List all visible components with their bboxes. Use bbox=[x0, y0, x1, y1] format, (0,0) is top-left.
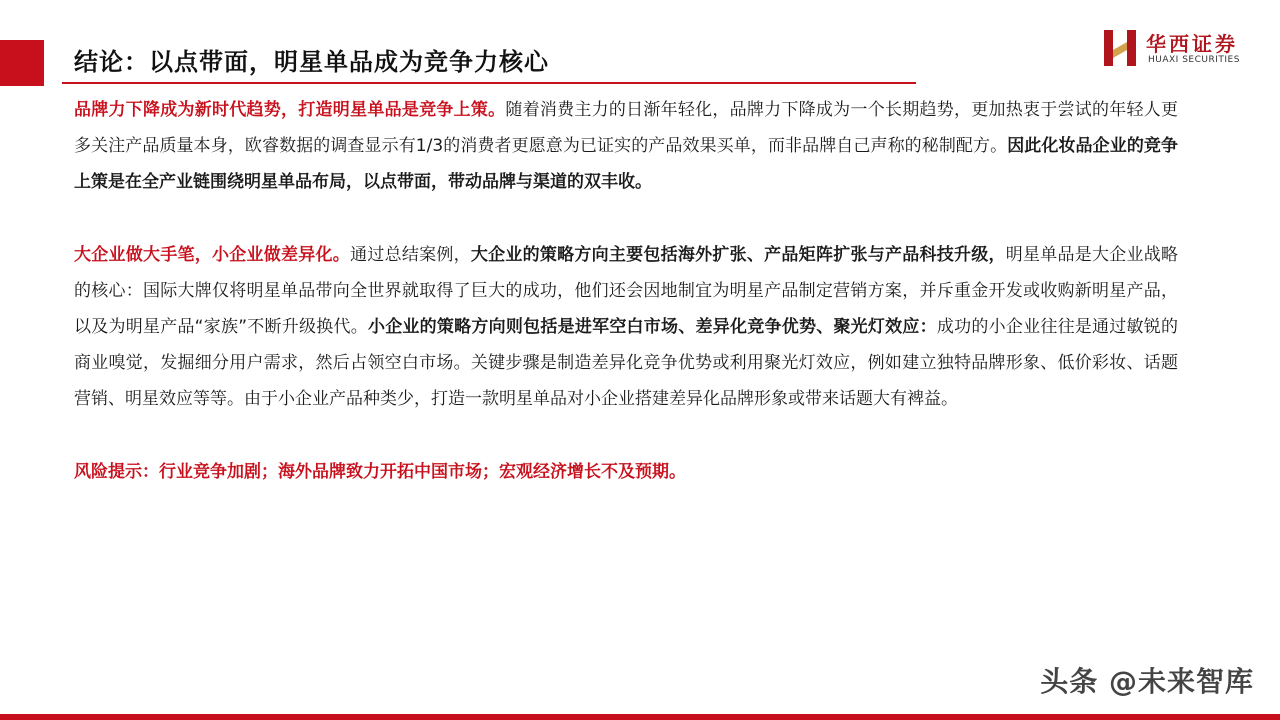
bold-text: 大企业的策略方向主要包括海外扩张、产品矩阵扩张与产品科技升级， bbox=[470, 244, 1006, 265]
huaxi-logo bbox=[1102, 28, 1262, 70]
logo-text-en: HUAXI SECURITIES bbox=[1148, 55, 1240, 65]
lead-sentence: 大企业做大手笔，小企业做差异化。 bbox=[74, 244, 351, 265]
bottom-accent-bar bbox=[0, 714, 1280, 720]
title-divider bbox=[62, 82, 916, 84]
lead-sentence: 品牌力下降成为新时代趋势，打造明星单品是竞争上策。 bbox=[74, 100, 506, 120]
body-text: 成功的小企业往往是通过敏锐的商业嗅觉，发掘细分用户需求，然后占领空白市场。关键步骤是制造差异化竞争优势或利用聚光灯效应，例如建立独特品牌形象、低价彩妆、话题营销、明星效应等等。由于小企业产品种类少，打造一款明星单品对小企业搭建差异化品牌形象或带来话题大有裨益。 bbox=[74, 317, 1179, 410]
risk-warning: 风险提示：行业竞争加剧；海外品牌致力开拓中国市场；宏观经济增长不及预期。 bbox=[74, 461, 686, 482]
body-text: 随着消费主力的日渐年轻化，品牌力下降成为一个长期趋势，更加热衷于尝试的年轻人更多关注产品质量本身，欧睿数据的调查显示有1/3的消费者更愿意为已证实的产品效果买单，而非品牌自己声称的秘制配方。 bbox=[74, 100, 1179, 157]
body-text: 明星单品是大企业战略的核心：国际大牌仅将明星单品带向全世界就取得了巨大的成功，他们还会因地制宜为明星产品制定营销方案，并斥重金开发或收购新明星产品，以及为明星产品“家族”不断升级换代。 bbox=[74, 244, 1179, 338]
page-title: 结论：以点带面，明星单品成为竞争力核心 bbox=[74, 48, 549, 76]
content-body bbox=[74, 92, 1178, 526]
watermark: 头条 @未来智库 bbox=[1040, 665, 1254, 698]
bold-text: 小企业的策略方向则包括是进军空白市场、差异化竞争优势、聚光灯效应： bbox=[367, 317, 937, 338]
huaxi-logo-mark bbox=[1102, 28, 1140, 70]
paragraph-enterprise-strategy bbox=[74, 237, 1178, 418]
logo-text-cn: 华西证券 bbox=[1146, 32, 1238, 56]
body-text: 通过总结案例， bbox=[350, 244, 471, 265]
title-accent-block bbox=[0, 40, 44, 86]
bold-conclusion: 因此化妆品企业的竞争上策是在全产业链围绕明星单品布局，以点带面，带动品牌与渠道的双丰收。 bbox=[74, 136, 1179, 193]
paragraph-brand-power bbox=[74, 92, 1178, 201]
